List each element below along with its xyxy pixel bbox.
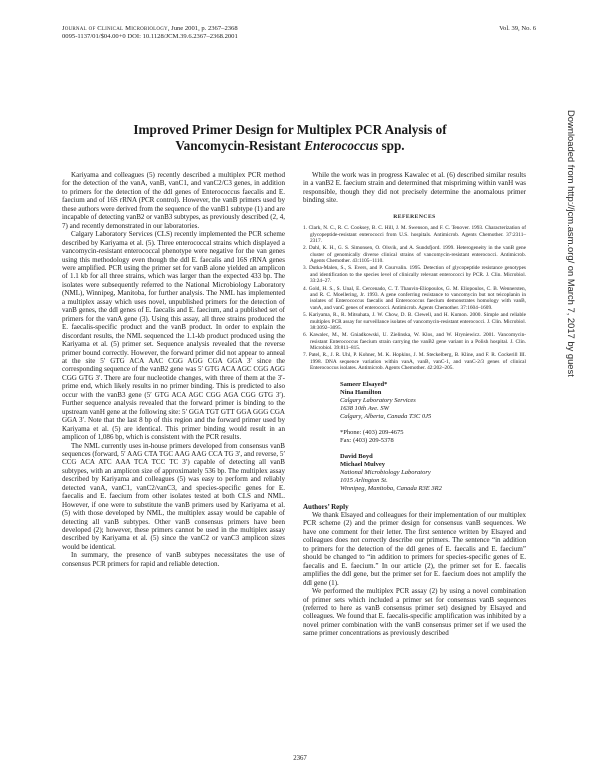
author-street: 1015 Arlington St.: [340, 476, 388, 484]
author-name: Sameer Elsayed*: [340, 380, 388, 388]
reference-item: 4. Gold, H. S., S. Unal, E. Cercenado, C. T. Thauvin-Eliopoulos, G. M. Eliopoulos, C. B. Wennersten, and R. C. Moellering, Jr. 1993. A gene conferring resistance to vancomycin but not teicoplanin in isolates of Enterococcus faecalis and Enterococcus faecium demonstrates homology with vanB, vanA, and vanC genes of enterococci. Antimicrob. Agents Chemother. 37:1604–1609.: [303, 285, 526, 311]
letter-paragraph: Calgary Laboratory Services (CLS) recently implemented the PCR scheme described by Kariyama et al. (5). Three enterococcal strains which displayed a vancomycin-resistant enterococcal phenotype were negative for the van genes using this methodology even though the ddl E. faecalis and 16S rRNA genes were amplified. PCR using the primer set for vanB alone yielded an amplicon of 1.1 kb for all three strains, which was larger than the expected 433 bp. The isolates were subsequently referred to the National Microbiology Laboratory (NML), Winnipeg, Manitoba, for further analysis. The NML has implemented a multiplex assay which uses novel, unpublished primers for the detection of vanB genes, the ddl genes of E. faecalis and E. faecium, and a published set of primers for the vanA gene (3). Using this assay, all three strains produced the E. faecalis-specific product and the vanB product. In order to explain the discordant results, the NML sequenced the 1.1-kb product produced using the Kariyama et al. (5) primer set. Sequence analysis revealed that the reverse primer bound correctly. However, the forward primer did not appear to anneal at the site 5′ GTG ACA AAC CGG AGG CGA GGA 3′ since the corresponding sequence of the vanB2 gene was 5′ GTG ACA AGC CGG AGG CGG GTG 3′. There are four nucleotide changes, with three of them at the 3′-prime end, which likely results in no primer binding. This is predicted to also occur with the vanB3 gene (5′ GTG ACA AGC CGG AGA CGG GTG 3′). Further sequence analysis revealed that the forward primer is binding to the upstream vanH gene at the following site: 5′ GGA TGT GTT GGA GGG CGA GGA 3′. Note that the last 8 bp of this region and the forward primer used by Kariyama et al. (5) are identical. This primer binding would result in an amplicon of 1,086 bp, which is consistent with the PCR results.: [62, 230, 285, 442]
reply-paragraph: We thank Elsayed and colleagues for their implementation of our multiplex PCR scheme (2) and the primer design for consensus vanB sequences. We have one comment for their letter. The first sentence written by Elsayed and colleagues does not correctly describe our primers. The sentence “in addition to primers for the detection of the ddl genes of E. faecalis and E. faecium” should be changed to “in addition to primers for species-specific genes of E. faecalis and E. faecium.” In our article (2), the primer set for E. faecalis amplifies the ddl gene, but the primer set for E. faecium does not amplify the ddl gene (1).: [303, 511, 526, 587]
left-column: [62, 171, 285, 568]
title-line-2: Vancomycin-Resistant Enterococcus spp.: [175, 137, 405, 153]
author-street: 1638 10th Ave. SW: [340, 404, 389, 412]
reference-item: 2. Dahl, K. H., G. S. Simonsen, O. Olsvik, and A. Sundsfjord. 1999. Heterogeneity in the vanB gene cluster of genomically diverse clinical strains of vancomycin-resistant enterococci. Antimicrob. Agents Chemother. 43:1105–1110.: [303, 245, 526, 265]
author-affiliation: National Microbiology Laboratory: [340, 468, 431, 476]
author-name: Michael Mulvey: [340, 460, 385, 468]
download-watermark: [565, 110, 577, 580]
article-title: [40, 122, 540, 153]
author-phone: *Phone: (403) 209-4675: [340, 428, 404, 436]
issue-info: , June 2001, p. 2367–2368: [167, 25, 238, 32]
download-notice: Downloaded from http://jcm.asm.org/ on March 7, 2017 by guest: [566, 110, 577, 377]
journal-name: Journal of Clinical Microbiology: [62, 25, 168, 32]
references-heading: REFERENCES: [393, 213, 436, 220]
reply-heading: Authors’ Reply: [303, 502, 349, 511]
running-header: [62, 25, 238, 42]
volume-info: Vol. 39, No. 6: [499, 25, 536, 32]
reference-item: 5. Kariyama, R., R. Mitsuhata, J. W. Chow, D. B. Clewell, and H. Kumon. 2000. Simple and reliable multiplex PCR assay for surveillance isolates of vancomycin-resistant enterococci. J. Clin. Microbiol. 38:3092–3095.: [303, 312, 526, 331]
author-city: Calgary, Alberta, Canada T3C 0J5: [340, 412, 432, 420]
reference-item: 1. Clark, N. C., R. C. Cooksey, B. C. Hill, J. M. Swenson, and F. C. Tenover. 1993. Characterization of glycopeptide-resistant enterococci from U.S. hospitals. Antimicrob. Agents Chemother. 37:2311–2317.: [303, 225, 526, 245]
reference-item: 3. Dutka-Malen, S., S. Evers, and P. Courvalin. 1995. Detection of glycopeptide resistance genotypes and identification to the species level of clinically relevant enterococci by PCR. J. Clin. Microbiol. 33:24–27.: [303, 265, 526, 285]
letter-paragraph: Kariyama and colleagues (5) recently described a multiplex PCR method for the detection of the vanA, vanB, vanC1, and vanC2/C3 genes, in addition to primers for the detection of the ddl genes of Enterococcus faecalis and E. faecium and of 16S rRNA (PCR control). However, the vanB primers used by these authors were derived from the sequence of the vanB1 subtype (1) and are incapable of detecting vanB2 or vanB3 subtypes, as previously described (2, 4, 7) and recently demonstrated in our laboratories.: [62, 171, 285, 230]
author-city: Winnipeg, Manitoba, Canada R3E 3R2: [340, 484, 442, 492]
right-column: [303, 171, 526, 638]
author-affiliation: Calgary Laboratory Services: [340, 396, 416, 404]
author-fax: Fax: (403) 209-5378: [340, 436, 394, 444]
author-block-2: [340, 453, 526, 493]
reference-item: 6. Kawalec, M., M. Gniadkowski, U. Zielinska, W. Klos, and W. Hryniewicz. 2001. Vancomycin-resistant Enterococcus faecium strain carrying the vanB2 gene variant in a Polish hospital. J. Clin. Microbiol. 39:811–815.: [303, 332, 526, 352]
page-number: 2367: [293, 755, 307, 762]
reference-item: 7. Patel, R., J. R. Uhl, P. Kohner, M. K. Hopkins, J. M. Steckelberg, B. Kline, and F. R. Cockerill III. 1998. DNA sequence variation within vanA, vanB, vanC-1, and vanC-2/3 genes of clinical Enterococcus isolates. Antimicrob. Agents Chemother. 42:202–205.: [303, 352, 526, 372]
author-name: Nina Hamilton: [340, 388, 382, 396]
title-line-1: Improved Primer Design for Multiplex PCR Analysis of: [133, 122, 447, 137]
author-block-1: [340, 381, 526, 445]
letter-paragraph: The NML currently uses in-house primers developed from consensus vanB sequences (forward, 5′ AAG CTA TGC AAG AAG CCA TG 3′, and reverse, 5′ CCG ACA ATC AAA TCA TCC TC 3′) capable of detecting all vanB subtypes, with an amplicon size of approximately 536 bp. The multiplex assay described by Kariyama and colleagues (5) was easy to perform and reliably detected vanA, vanC1, vanC2/vanC3, and species-specific genes for E. faecalis and E. faecium from other isolates tested at both CLS and NML. However, if one were to substitute the vanB primers used by Kariyama et al. (5) with those developed by NML, the multiplex assay would be capable of detecting all vanB subtypes. Other vanB consensus primers have been developed (2); however, these primers cannot be used in the multiplex assay described by Kariyama et al. (5) since the vanC2 or vanC3 amplicon sizes would be identical.: [62, 441, 285, 551]
author-name: David Boyd: [340, 452, 373, 460]
issn-doi: 0095-1137/01/$04.00+0 DOI: 10.1128/JCM.39.6.2367–2368.2001: [62, 33, 238, 41]
letter-paragraph: While the work was in progress Kawalec et al. (6) described similar results in a vanB2 E. faecium strain and determined that mispriming within vanH was responsible, though they did not precisely determine the anomalous primer binding site.: [303, 171, 526, 205]
reply-paragraph: We performed the multiplex PCR assay (2) by using a novel combination of primer sets which included a primer set for consensus vanB sequences (referred to here as vanB consensus primer set) designed by Elsayed and colleagues. We found that E. faecalis-specific amplification was inhibited by a novel primer combination with the vanB consensus primer set if we used the same primer concentrations as previously described: [303, 587, 526, 638]
letter-paragraph: In summary, the presence of vanB subtypes necessitates the use of consensus PCR primers for rapid and reliable detection.: [62, 551, 285, 568]
reference-list: [303, 225, 526, 371]
